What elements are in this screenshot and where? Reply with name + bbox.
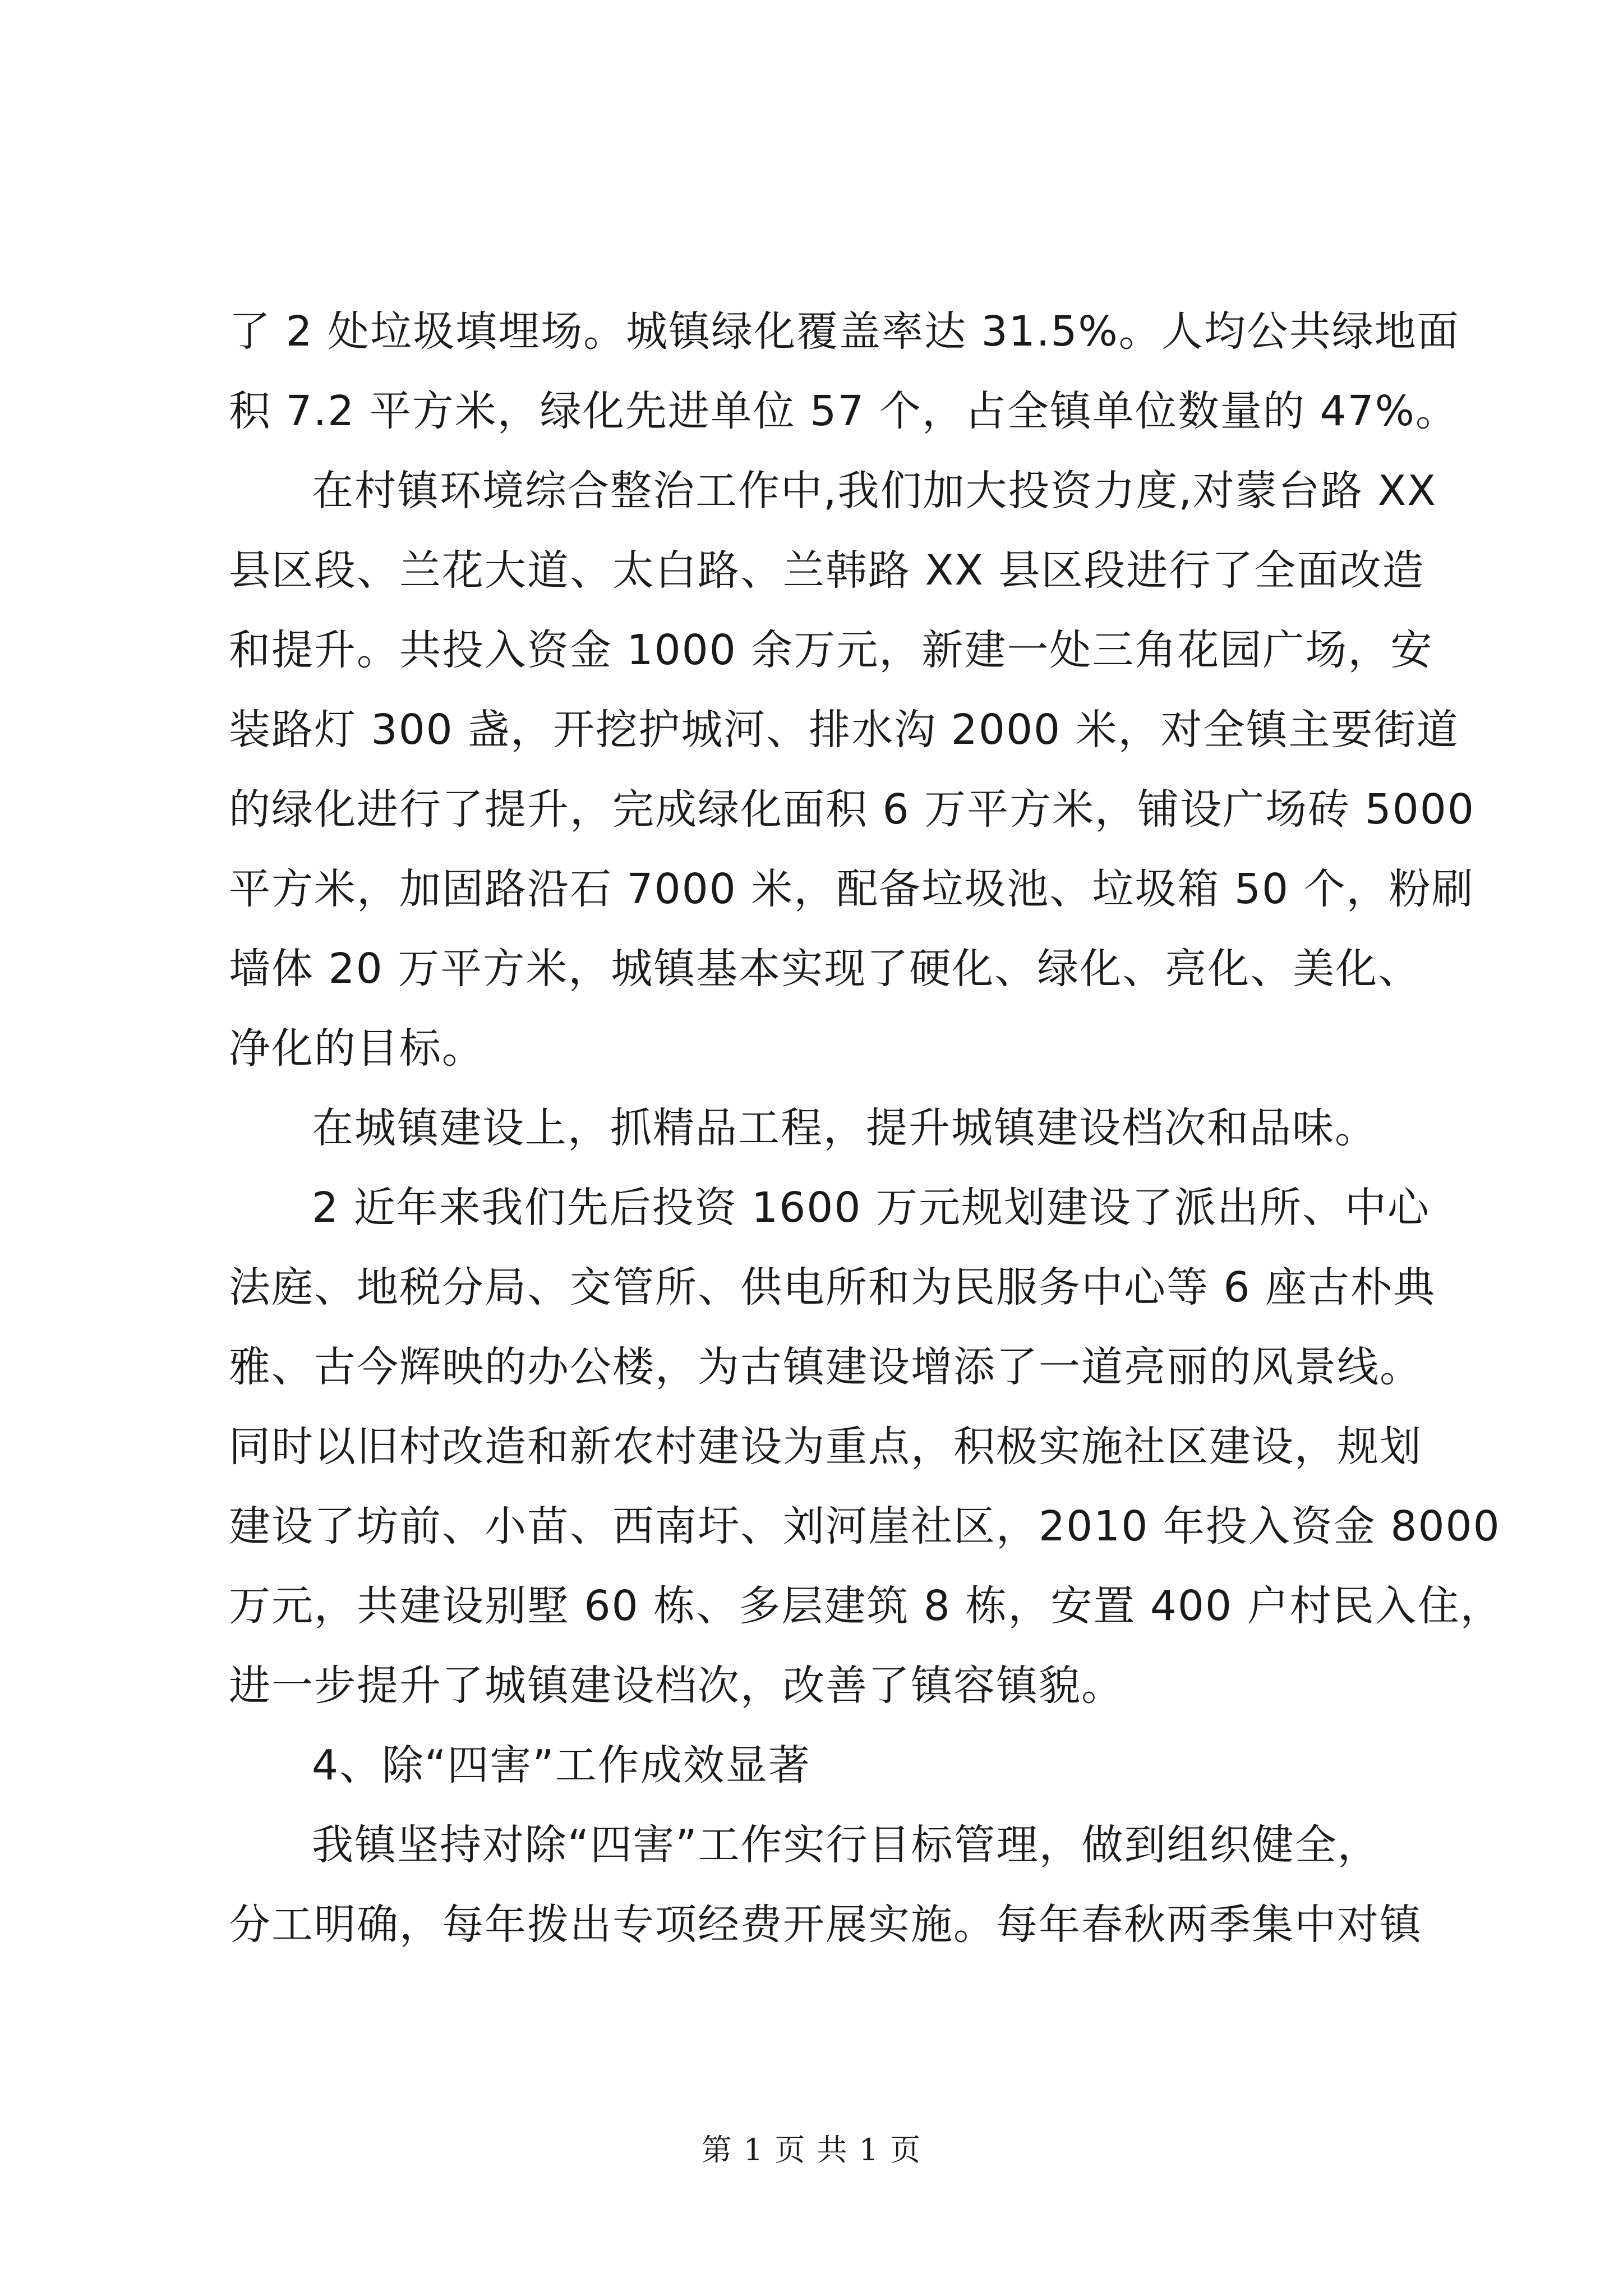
text-line: 2 近年来我们先后投资 1600 万元规划建设了派出所、中心 xyxy=(312,1184,1430,1232)
text-line: 进一步提升了城镇建设档次，改善了镇容镇貌。 xyxy=(229,1662,1124,1710)
text-line: 在城镇建设上，抓精品工程，提升城镇建设档次和品味。 xyxy=(312,1104,1377,1152)
text-line: 同时以旧村改造和新农村建设为重点，积极实施社区建设，规划 xyxy=(229,1423,1422,1471)
text-line: 法庭、地税分局、交管所、供电所和为民服务中心等 6 座古朴典 xyxy=(229,1263,1436,1312)
text-line: 积 7.2 平方米，绿化先进单位 57 个，占全镇单位数量的 47%。 xyxy=(229,387,1458,435)
text-line: 我镇坚持对除“四害”工作实行目标管理，做到组织健全， xyxy=(312,1821,1380,1869)
text-line: 了 2 处垃圾填埋场。城镇绿化覆盖率达 31.5%。人均公共绿地面 xyxy=(229,307,1460,356)
text-line: 和提升。共投入资金 1000 余万元，新建一处三角花园广场，安 xyxy=(229,626,1433,674)
text-line: 分工明确，每年拨出专项经费开展实施。每年春秋两季集中对镇 xyxy=(229,1901,1422,1949)
text-line: 雅、古今辉映的办公楼，为古镇建设增添了一道亮丽的风景线。 xyxy=(229,1343,1422,1391)
text-line: 平方米，加固路沿石 7000 米，配备垃圾池、垃圾箱 50 个，粉刷 xyxy=(229,865,1474,913)
text-line: 在村镇环境综合整治工作中,我们加大投资力度,对蒙台路 XX xyxy=(312,467,1437,515)
text-line: 的绿化进行了提升，完成绿化面积 6 万平方米，铺设广场砖 5000 xyxy=(229,785,1475,834)
text-line: 建设了坊前、小苗、西南圩、刘河崖社区，2010 年投入资金 8000 xyxy=(229,1502,1501,1550)
page-footer xyxy=(0,2126,1623,2169)
text-line: 县区段、兰花大道、太白路、兰韩路 XX 县区段进行了全面改造 xyxy=(229,546,1425,595)
text-line: 万元，共建设别墅 60 栋、多层建筑 8 栋，安置 400 户村民入住， xyxy=(229,1582,1503,1630)
text-line: 净化的目标。 xyxy=(229,1024,485,1073)
text-line: 装路灯 300 盏，开挖护城河、排水沟 2000 米，对全镇主要街道 xyxy=(229,706,1459,754)
document-body xyxy=(229,292,1503,1964)
section-heading: 4、除“四害”工作成效显著 xyxy=(312,1741,811,1789)
page-number-label: 第 1 页 共 1 页 xyxy=(701,2132,922,2168)
text-line: 墙体 20 万平方米，城镇基本实现了硬化、绿化、亮化、美化、 xyxy=(229,945,1421,993)
